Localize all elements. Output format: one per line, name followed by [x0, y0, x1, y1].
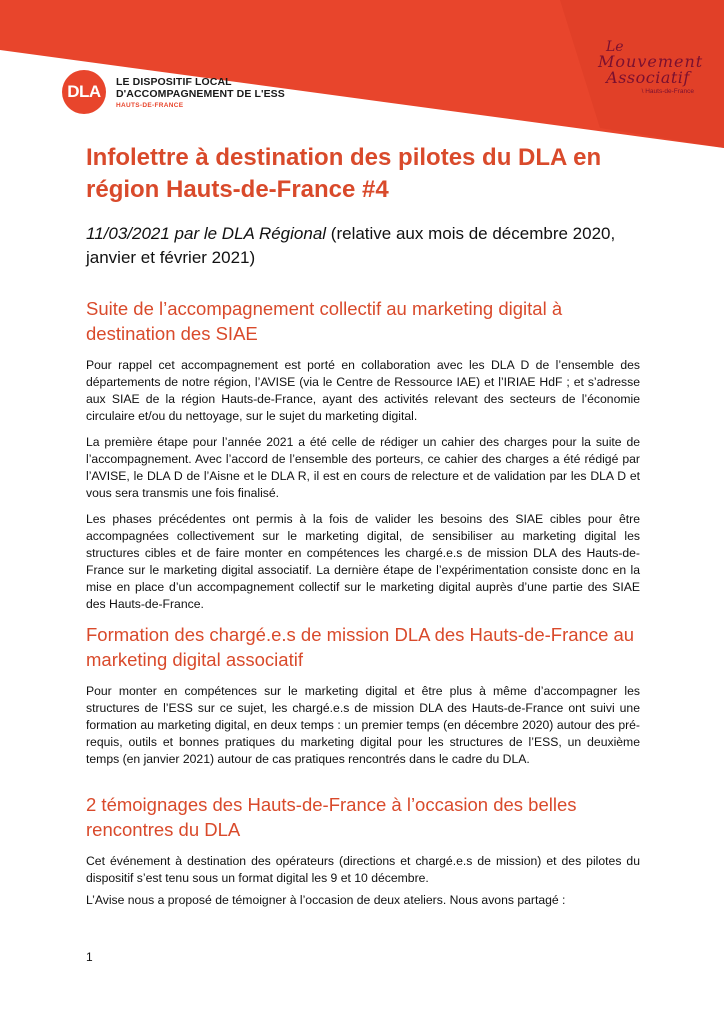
section-heading-temoignages: 2 témoignages des Hauts-de-France à l’occasion des belles rencontres du DLA — [86, 794, 577, 840]
section-temoignages-paragraph-2: L’Avise nous a proposé de témoigner à l’occasion de deux ateliers. Nous avons partagé : — [86, 893, 566, 907]
dla-logo-circle: DLA — [62, 70, 106, 114]
dla-logo-text — [116, 76, 285, 109]
dla-logo-line2: D'ACCOMPAGNEMENT DE L'ESS — [116, 87, 285, 100]
dla-logo-line1: LE DISPOSITIF LOCAL — [116, 75, 232, 88]
dla-logo-region: HAUTS-DE-FRANCE — [116, 101, 184, 109]
mva-logo-word2: Mouvement — [598, 52, 704, 71]
dla-logo — [62, 70, 285, 114]
section-siae-paragraph-1: Pour rappel cet accompagnement est porté en collaboration avec les DLA D de l’ensemble des départements de notre région, l’AVISE (via le Centre de Ressource IAE) et l’IRIAE HdF ; et s’adresse aux SIAE de la région Hauts-de-France, ayant des activités relevant des secteurs de l’économie circulaire et/ou du nettoyage, sur le sujet du marketing digital. — [86, 358, 640, 423]
page-number: 1 — [86, 950, 93, 964]
section-siae-paragraph-3: Les phases précédentes ont permis à la fois de valider les besoins des SIAE cibles pour être accompagnées collectivement sur le marketing digital, de sensibiliser au marketing digital les structures cibles et de faire monter en compétences les chargé.e.s de mission DLA des Hauts-de-France sur le marketing digital associatif. La dernière étape de l’expérimentation consiste donc en la mise en place d’un accompagnement collectif sur le marketing digital auprès d’une partie des SIAE des Hauts-de-France. — [86, 512, 640, 611]
section-heading-formation: Formation des chargé.e.s de mission DLA des Hauts-de-France au marketing digital associatif — [86, 624, 635, 670]
section-siae-paragraph-2: La première étape pour l’année 2021 a été celle de rédiger un cahier des charges pour la suite de l’accompagnement. Avec l’accord de l’ensemble des porteurs, ce cahier des charges a été rédigé par l’AVISE, le DLA D de l’Aisne et le DLA R, il est en cours de relecture et de validation par les DLA D et vous sera transmis une fois finalisé. — [86, 435, 640, 500]
mouvement-associatif-logo — [598, 39, 704, 95]
dateline-period: (relative aux mois de décembre 2020, janvier et février 2021) — [86, 224, 616, 267]
document-dateline — [86, 222, 656, 270]
mva-logo-word1: Le — [606, 39, 624, 55]
mva-logo-region: \ Hauts-de-France — [641, 88, 694, 95]
section-heading-siae: Suite de l’accompagnement collectif au marketing digital à destination des SIAE — [86, 298, 563, 344]
section-temoignages-paragraph-1: Cet événement à destination des opérateurs (directions et chargé.e.s de mission) et des pilotes du dispositif s’est tenu sous un format digital les 9 et 10 décembre. — [86, 854, 640, 885]
mva-logo-word3: Associatif — [606, 68, 690, 87]
section-formation-paragraph-1: Pour monter en compétences sur le marketing digital et être plus à même d’accompagner les structures de l’ESS sur ce sujet, les chargé.e.s de mission DLA des Hauts-de-France ont suivi une formation au marketing digital, en deux temps : un premier temps (en décembre 2020) autour des pré-requis, outils et bonnes pratiques du marketing digital pour les structures de l’ESS, un deuxième temps (en janvier 2021) autour de cas pratiques rencontrés dans le cadre du DLA. — [86, 684, 640, 766]
document-title: Infolettre à destination des pilotes du DLA en région Hauts-de-France #4 — [86, 144, 602, 203]
dateline-author: 11/03/2021 par le DLA Régional — [86, 224, 327, 243]
